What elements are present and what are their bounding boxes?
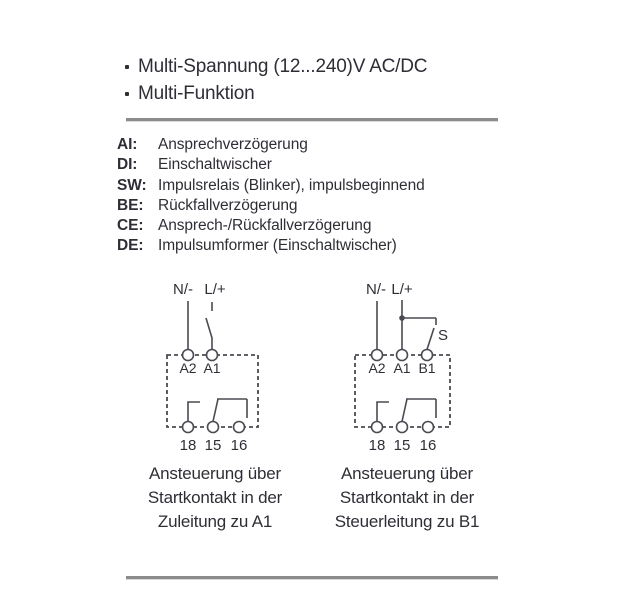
contact-blade-15 xyxy=(213,399,218,422)
feature-item xyxy=(125,80,427,107)
legend-desc: Impulsumformer (Einschaltwischer) xyxy=(158,237,397,255)
terminal-circle-a2 xyxy=(372,350,383,361)
contact-no-16 xyxy=(217,399,247,418)
terminal-circle-a1 xyxy=(207,350,218,361)
supply-label-l: L/+ xyxy=(391,281,413,298)
caption-line: Startkontakt in der xyxy=(339,488,475,507)
terminal-label-a1: A1 xyxy=(393,360,411,376)
diagram-caption-right xyxy=(327,462,487,534)
start-switch-blade xyxy=(206,318,212,350)
legend-row xyxy=(117,237,425,257)
caption-line: Ansteuerung über xyxy=(149,464,281,483)
supply-label-l: L/+ xyxy=(204,281,226,298)
feature-list xyxy=(125,53,427,107)
legend-row xyxy=(117,197,425,217)
legend-row xyxy=(117,136,425,156)
diagram-caption-left xyxy=(135,462,295,534)
terminal-circle-a2 xyxy=(183,350,194,361)
bullet-icon xyxy=(125,65,129,69)
terminal-circle-15 xyxy=(397,422,408,433)
supply-label-n: N/- xyxy=(366,281,386,298)
section-rule-top xyxy=(126,118,498,122)
legend-abbr: AI: xyxy=(117,136,138,153)
section-rule-bottom xyxy=(126,576,498,580)
legend-abbr: CE: xyxy=(117,217,144,235)
feature-text: Multi-Funktion xyxy=(138,82,255,104)
terminal-label-15: 15 xyxy=(204,437,222,454)
wiring-diagram-start-contact-a1 xyxy=(145,278,275,460)
terminal-label-18: 18 xyxy=(179,437,197,454)
switch-label-s: S xyxy=(437,327,449,344)
supply-label-n: N/- xyxy=(173,281,193,298)
terminal-circle-16 xyxy=(423,422,434,433)
contact-nc-18 xyxy=(188,402,200,422)
legend-abbr: DI: xyxy=(117,156,138,174)
feature-text: Multi-Spannung (12...240)V AC/DC xyxy=(138,55,428,77)
legend-row xyxy=(117,217,425,237)
terminal-label-15: 15 xyxy=(393,437,411,454)
legend-row xyxy=(117,156,425,176)
terminal-circle-15 xyxy=(208,422,219,433)
terminal-label-a1: A1 xyxy=(203,360,221,376)
function-legend xyxy=(117,136,425,258)
start-switch-blade xyxy=(427,328,434,350)
control-branch-wire xyxy=(402,318,436,325)
terminal-label-b1: B1 xyxy=(418,360,436,376)
terminal-label-16: 16 xyxy=(419,437,437,454)
terminal-circle-16 xyxy=(234,422,245,433)
terminal-circle-18 xyxy=(183,422,194,433)
terminal-label-a2: A2 xyxy=(368,360,386,376)
legend-desc: Ansprechverzögerung xyxy=(158,136,308,153)
legend-abbr: BE: xyxy=(117,196,144,214)
bullet-icon xyxy=(125,92,129,96)
wiring-diagram-start-contact-b1 xyxy=(335,278,475,460)
terminal-label-a2: A2 xyxy=(179,360,197,376)
contact-nc-18 xyxy=(377,402,389,422)
legend-desc: Einschaltwischer xyxy=(158,156,272,174)
legend-abbr: DE: xyxy=(117,237,144,255)
terminal-label-16: 16 xyxy=(230,437,248,454)
caption-line: Zuleitung zu A1 xyxy=(157,512,273,531)
caption-line: Ansteuerung über xyxy=(341,464,473,483)
caption-line: Startkontakt in der xyxy=(147,488,283,507)
legend-desc: Ansprech-/Rückfallverzögerung xyxy=(158,217,372,235)
terminal-circle-b1 xyxy=(422,350,433,361)
feature-item xyxy=(125,53,427,80)
terminal-circle-a1 xyxy=(397,350,408,361)
legend-abbr: SW: xyxy=(117,176,147,194)
legend-row xyxy=(117,177,425,197)
legend-desc: Rückfallverzögerung xyxy=(158,196,298,214)
caption-line: Steuerleitung zu B1 xyxy=(334,512,480,531)
terminal-label-18: 18 xyxy=(368,437,386,454)
contact-no-16 xyxy=(406,399,436,418)
terminal-circle-18 xyxy=(372,422,383,433)
legend-desc: Impulsrelais (Blinker), impulsbeginnend xyxy=(158,176,425,194)
contact-blade-15 xyxy=(402,399,407,422)
